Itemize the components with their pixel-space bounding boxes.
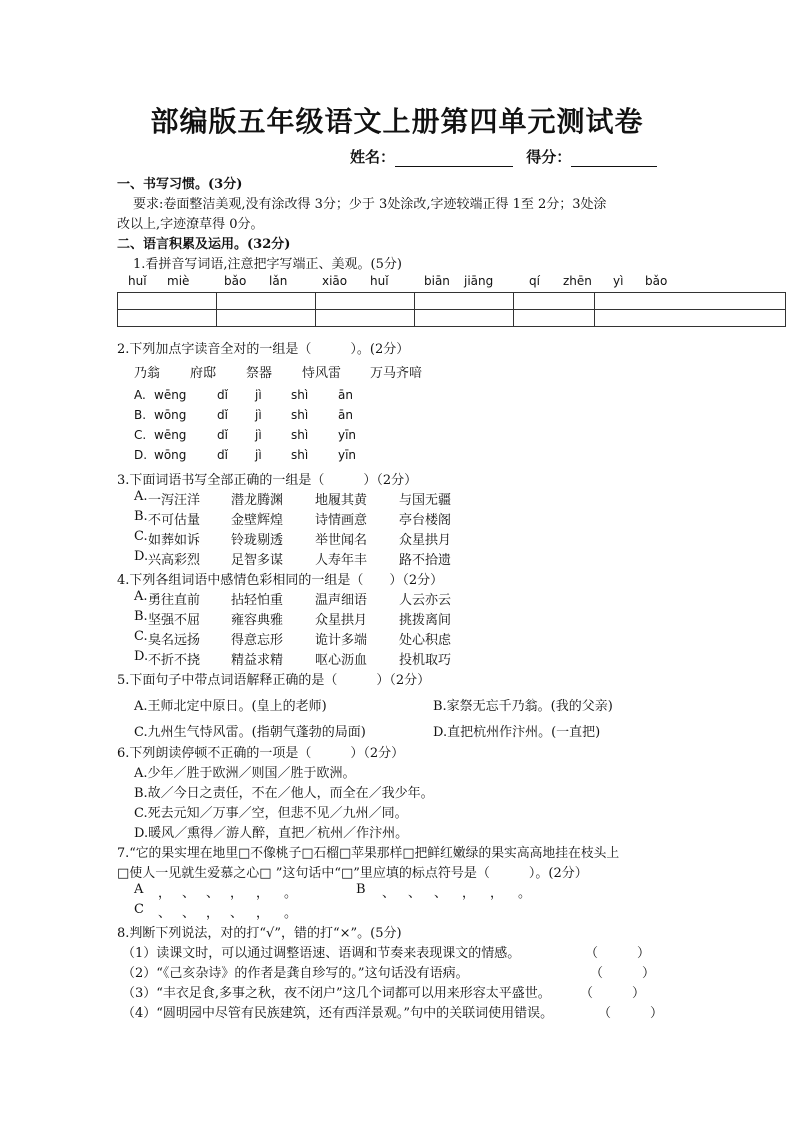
option-value: 人寿年丰 [315, 553, 368, 568]
q3-option-b[interactable] [0, 509, 794, 527]
option-value: 地履其黄 [315, 493, 368, 508]
punctuation-mark: ， [462, 886, 476, 901]
option-value: jì [255, 428, 262, 442]
word: 万马齐喑 [370, 366, 423, 381]
punctuation-mark: 、 [408, 886, 422, 901]
q2-words-row [0, 362, 794, 380]
punctuation-mark: 、 [206, 886, 220, 901]
q1-stem: 1.看拼音写词语,注意把字写端正、美观。(5分) [133, 257, 402, 272]
name-score-row [350, 146, 657, 167]
writing-box[interactable] [316, 310, 415, 327]
option-value: 与国无疆 [399, 493, 452, 508]
q6-option-b[interactable]: B.故／今日之责任，不在／他人，而全在／我少年。 [134, 786, 434, 801]
pinyin: yì [613, 274, 624, 288]
option-label: A. [134, 589, 148, 604]
option-value: 温声细语 [315, 593, 368, 608]
option-value: shì [291, 388, 309, 402]
option-value: 处心积虑 [399, 633, 452, 648]
q7-option-c[interactable] [0, 902, 794, 920]
q5-stem: 5.下面句子中带点词语解释正确的是（ ）（2分） [117, 673, 431, 688]
option-value: 人云亦云 [399, 593, 452, 608]
q4-option-d[interactable] [0, 649, 794, 667]
option-value: wēng [154, 388, 187, 402]
option-label: A. [134, 388, 146, 402]
option-value: 不可估量 [148, 513, 201, 528]
option-value: jì [255, 448, 262, 462]
name-blank[interactable] [395, 152, 513, 167]
q3-option-c[interactable] [0, 529, 794, 547]
option-label: C. [134, 629, 148, 644]
option-label: C [134, 902, 144, 917]
q8-stem: 8.判断下列说法，对的打“√”，错的打“×”。(5分) [117, 926, 402, 941]
punctuation-mark: ， [490, 886, 504, 901]
option-label: D. [134, 448, 148, 462]
punctuation-mark: ， [256, 906, 270, 921]
page-title: 部编版五年级语文上册第四单元测试卷 [150, 105, 644, 138]
option-value: 呕心沥血 [315, 653, 368, 668]
q8-answer-paren-4[interactable]: （ ） [598, 1006, 664, 1021]
q1-writing-grid [117, 292, 786, 327]
word: 恃风雷 [302, 366, 342, 381]
option-value: dǐ [217, 428, 228, 442]
option-value: dǐ [217, 388, 228, 402]
option-value: 举世闻名 [315, 533, 368, 548]
pinyin: jiāng [464, 274, 494, 288]
pinyin: qí [529, 274, 540, 288]
pinyin: bǎo [645, 274, 668, 288]
option-value: yīn [338, 448, 357, 462]
writing-box[interactable] [415, 293, 514, 310]
option-value: 如葬如诉 [148, 533, 201, 548]
option-value: 铃珑剔透 [231, 533, 284, 548]
option-label: A [134, 882, 144, 897]
punctuation-mark: ， [158, 886, 172, 901]
option-value: yīn [338, 428, 357, 442]
pinyin: miè [167, 274, 190, 288]
option-value: 一泻汪洋 [148, 493, 201, 508]
q8-item-1: （1）读课文时，可以通过调整语速、语调和节奏来表现课文的情感。 [122, 946, 521, 961]
q8-answer-paren-1[interactable]: （ ） [585, 946, 651, 961]
writing-box[interactable] [217, 293, 316, 310]
option-value: 投机取巧 [399, 653, 452, 668]
q8-item-2: （2）“《己亥杂诗》的作者是龚自珍写的。”这句话没有语病。 [122, 966, 469, 981]
option-value: 得意忘形 [231, 633, 284, 648]
q2-option-a[interactable] [0, 388, 794, 404]
option-value: ān [338, 408, 353, 422]
option-value: shì [291, 408, 309, 422]
option-value: 不折不挠 [148, 653, 201, 668]
option-value: 路不拾遗 [399, 553, 452, 568]
option-value: wōng [154, 448, 187, 462]
q2-option-b[interactable] [0, 408, 794, 424]
option-value: 众星拱月 [399, 533, 452, 548]
section-1-requirement: 要求:卷面整洁美观,没有涂改得 3分；少于 3处涂改,字迹较端正得 1至 2分；3处涂 [133, 197, 607, 212]
writing-box[interactable] [118, 293, 217, 310]
option-value: 兴高彩烈 [148, 553, 201, 568]
q8-item-4: （4）“圆明园中尽管有民族建筑，还有西洋景观。”句中的关联词使用错误。 [122, 1006, 554, 1021]
option-value: 挑拨离间 [399, 613, 452, 628]
option-label: B. [134, 509, 148, 524]
writing-box[interactable] [415, 310, 514, 327]
option-value: 精益求精 [231, 653, 284, 668]
word: 府邸 [190, 366, 217, 381]
writing-box[interactable] [595, 310, 786, 327]
pinyin: huǐ [128, 274, 147, 288]
option-value: 雍容典雅 [231, 613, 284, 628]
writing-box[interactable] [595, 293, 786, 310]
section-2-heading: 二、语言积累及运用。(32分) [117, 237, 291, 252]
q2-stem: 2.下列加点字读音全对的一组是（ ）。(2分） [117, 342, 410, 357]
option-value: dǐ [217, 408, 228, 422]
option-value: jì [255, 408, 262, 422]
option-value: 诗情画意 [315, 513, 368, 528]
q6-option-d[interactable]: D.暖风／熏得／游人醉，直把／杭州／作汴州。 [134, 826, 409, 841]
punctuation-mark: ， [230, 886, 244, 901]
punctuation-mark: 、 [382, 886, 396, 901]
option-value: 足智多谋 [231, 553, 284, 568]
pinyin: bǎo [224, 274, 247, 288]
q8-item-3: （3）“丰衣足食,多事之秋，夜不闭户”这几个词都可以用来形容太平盛世。 [122, 986, 551, 1001]
option-label: D. [134, 649, 149, 664]
option-value: 臭名远扬 [148, 633, 201, 648]
q3-stem: 3.下面词语书写全部正确的一组是（ ）（2分） [117, 473, 418, 488]
pinyin: lǎn [269, 274, 288, 288]
pinyin: zhēn [563, 274, 592, 288]
q7-stem-line2: □使人一见就生爱慕之心□ ”这句话中“□”里应填的标点符号是（ ）。(2分） [117, 866, 588, 881]
option-value: 诡计多端 [315, 633, 368, 648]
option-label: B. [134, 609, 148, 624]
writing-box[interactable] [217, 310, 316, 327]
q8-answer-paren-3[interactable]: （ ） [580, 986, 646, 1001]
punctuation-mark: 、 [434, 886, 448, 901]
q4-option-b[interactable] [0, 609, 794, 627]
name-label: 姓名： [350, 148, 396, 166]
score-label: 得分： [526, 148, 572, 166]
punctuation-mark: 。 [284, 886, 298, 901]
q6-stem: 6.下列朗读停顿不正确的一项是（ ）（2分） [117, 746, 405, 761]
option-value: 拈轻怕重 [231, 593, 284, 608]
word: 乃翁 [134, 366, 161, 381]
q5-option-d[interactable]: D.直把杭州作汴州。(一直把) [433, 725, 601, 740]
writing-box[interactable] [514, 293, 595, 310]
q5-option-b[interactable]: B.家祭无忘千乃翁。(我的父亲) [433, 699, 613, 714]
option-value: 勇往直前 [148, 593, 201, 608]
option-value: 金壁辉煌 [231, 513, 284, 528]
punctuation-mark: 、 [158, 906, 172, 921]
punctuation-mark: ， [256, 886, 270, 901]
section-1-requirement-cont: 改以上,字迹潦草得 0分。 [117, 217, 264, 232]
option-value: 众星拱月 [315, 613, 368, 628]
q3-option-d[interactable] [0, 549, 794, 567]
writing-box[interactable] [118, 310, 217, 327]
option-label: C. [134, 428, 147, 442]
punctuation-mark: 。 [518, 886, 532, 901]
word: 祭器 [246, 366, 273, 381]
option-value: dǐ [217, 448, 228, 462]
q8-answer-paren-2[interactable]: （ ） [590, 966, 656, 981]
option-label: B. [134, 408, 147, 422]
option-value: wēng [154, 428, 187, 442]
score-blank[interactable] [571, 152, 657, 167]
option-label: C. [134, 529, 148, 544]
q6-option-c[interactable]: C.死去元知／万事／空，但悲不见／九州／同。 [134, 806, 408, 821]
section-1-heading: 一、书写习惯。(3分) [117, 177, 243, 192]
option-label: D. [134, 549, 149, 564]
q7-stem-line1: 7.“它的果实埋在地里□不像桃子□石榴□苹果那样□把鲜红嫩绿的果实高高地挂在枝头上 [117, 846, 620, 861]
option-label: B [356, 882, 366, 897]
option-value: 亭台楼阁 [399, 513, 452, 528]
q5-option-c[interactable]: C.九州生气恃风雷。(指朝气蓬勃的局面) [134, 725, 366, 740]
q4-stem: 4.下列各组词语中感情色彩相同的一组是（ ）（2分） [117, 573, 444, 588]
option-label: A. [134, 489, 148, 504]
q1-pinyin-row [0, 274, 794, 290]
punctuation-mark: 。 [284, 906, 298, 921]
option-value: 坚强不屈 [148, 613, 201, 628]
pinyin: xiāo [322, 274, 348, 288]
writing-box[interactable] [514, 310, 595, 327]
punctuation-mark: 、 [230, 906, 244, 921]
q7-option-b[interactable] [0, 882, 794, 900]
q2-option-d[interactable] [0, 448, 794, 464]
q2-option-c[interactable] [0, 428, 794, 444]
option-value: jì [255, 388, 262, 402]
option-value: wōng [154, 408, 187, 422]
punctuation-mark: ， [206, 906, 220, 921]
punctuation-mark: 、 [182, 906, 196, 921]
option-value: shì [291, 428, 309, 442]
punctuation-mark: 、 [182, 886, 196, 901]
q5-option-a[interactable]: A.王师北定中原日。(皇上的老师) [134, 699, 327, 714]
q3-option-a[interactable] [0, 489, 794, 507]
option-value: shì [291, 448, 309, 462]
pinyin: huǐ [370, 274, 389, 288]
q4-option-a[interactable] [0, 589, 794, 607]
q6-option-a[interactable]: A.少年／胜于欧洲／则国／胜于欧洲。 [134, 766, 356, 781]
option-value: 潜龙腾渊 [231, 493, 284, 508]
pinyin: biān [424, 274, 450, 288]
option-value: ān [338, 388, 353, 402]
writing-box[interactable] [316, 293, 415, 310]
q4-option-c[interactable] [0, 629, 794, 647]
